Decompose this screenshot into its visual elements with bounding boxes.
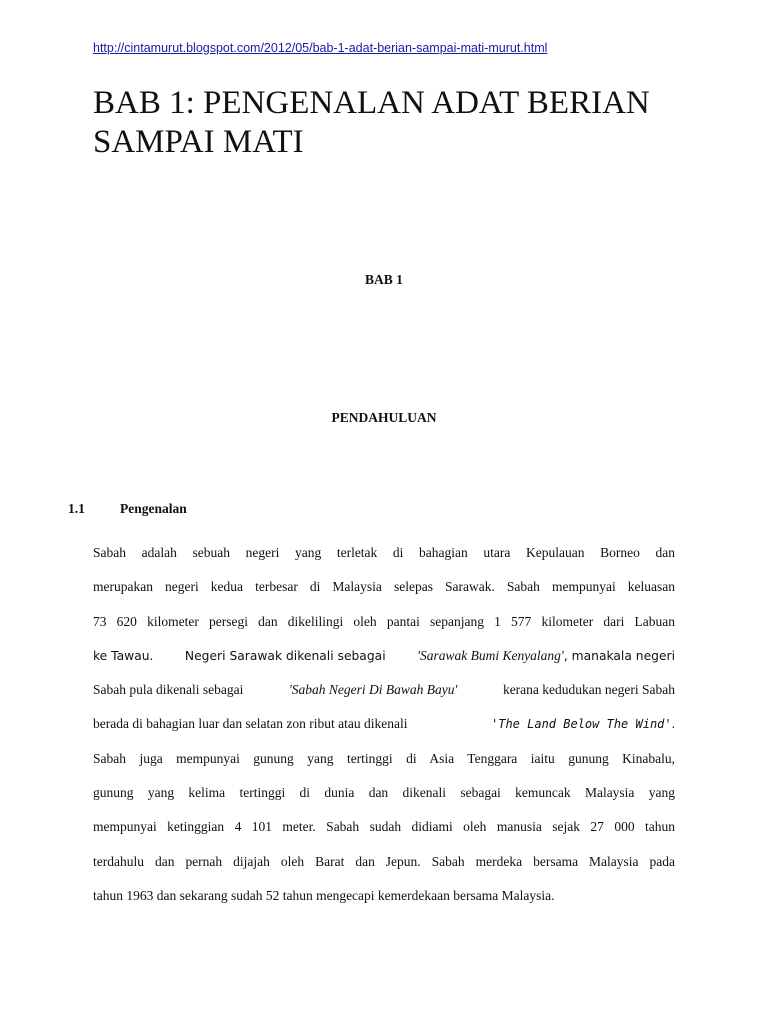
source-url-link[interactable]: http://cintamurut.blogspot.com/2012/05/bab-1-adat-berian-sampai-mati-murut.html — [93, 41, 548, 55]
intro-paragraph — [93, 536, 675, 913]
line6-text-a: berada di bahagian luar dan selatan zon ribut atau dikenali — [93, 716, 408, 732]
line4-text-d: , manakala negeri — [563, 648, 675, 663]
document-title — [93, 84, 713, 162]
paragraph-line: 73 620 kilometer persegi dan dikelilingi oleh pantai sepanjang 1 577 kilometer dari Labuan — [93, 613, 675, 629]
paragraph-line: Sabah juga mempunyai gunung yang tertinggi di Asia Tenggara iaitu gunung Kinabalu, — [93, 750, 675, 766]
subsection-title: Pengenalan — [120, 501, 187, 516]
subsection-number: 1.1 — [68, 501, 85, 516]
paragraph-line — [93, 707, 675, 741]
sabah-motto: 'Sabah Negeri Di Bawah Bayu' — [288, 682, 458, 698]
subsection-heading — [68, 501, 187, 517]
document-title-line-2: SAMPAI MATI — [93, 124, 304, 160]
paragraph-line — [93, 673, 675, 707]
line5-text-a: Sabah pula dikenali sebagai — [93, 682, 244, 698]
paragraph-line: gunung yang kelima tertinggi di dunia dan dikenali sebagai kemuncak Malaysia yang — [93, 785, 675, 801]
paragraph-line: Sabah adalah sebuah negeri yang terletak di bahagian utara Kepulauan Borneo dan — [93, 545, 675, 560]
paragraph-line: tahun 1963 dan sekarang sudah 52 tahun mengecapi kemerdekaan bersama Malaysia. — [93, 887, 555, 903]
line6-text-c: . — [671, 716, 675, 732]
paragraph-line: terdahulu dan pernah dijajah oleh Barat dan Jepun. Sabah merdeka bersama Malaysia pada — [93, 853, 675, 869]
paragraph-line: mempunyai ketinggian 4 101 meter. Sabah sudah didiami oleh manusia sejak 27 000 tahun — [93, 819, 675, 835]
document-title-line-1: BAB 1: PENGENALAN ADAT BERIAN — [93, 85, 650, 121]
line5-text-c: kerana kedudukan negeri Sabah — [502, 682, 675, 698]
paragraph-line — [93, 639, 675, 673]
line4-text-a: ke Tawau. — [93, 648, 154, 663]
section-heading: PENDAHULUAN — [331, 410, 437, 425]
line4-text-b: Negeri Sarawak dikenali sebagai — [184, 648, 386, 663]
sarawak-motto: 'Sarawak Bumi Kenyalang' — [417, 647, 564, 663]
land-below-wind: 'The Land Below The Wind' — [491, 717, 672, 732]
chapter-label: BAB 1 — [365, 272, 403, 287]
paragraph-line: merupakan negeri kedua terbesar di Malaysia selepas Sarawak. Sabah mempunyai keluasan — [93, 579, 675, 595]
